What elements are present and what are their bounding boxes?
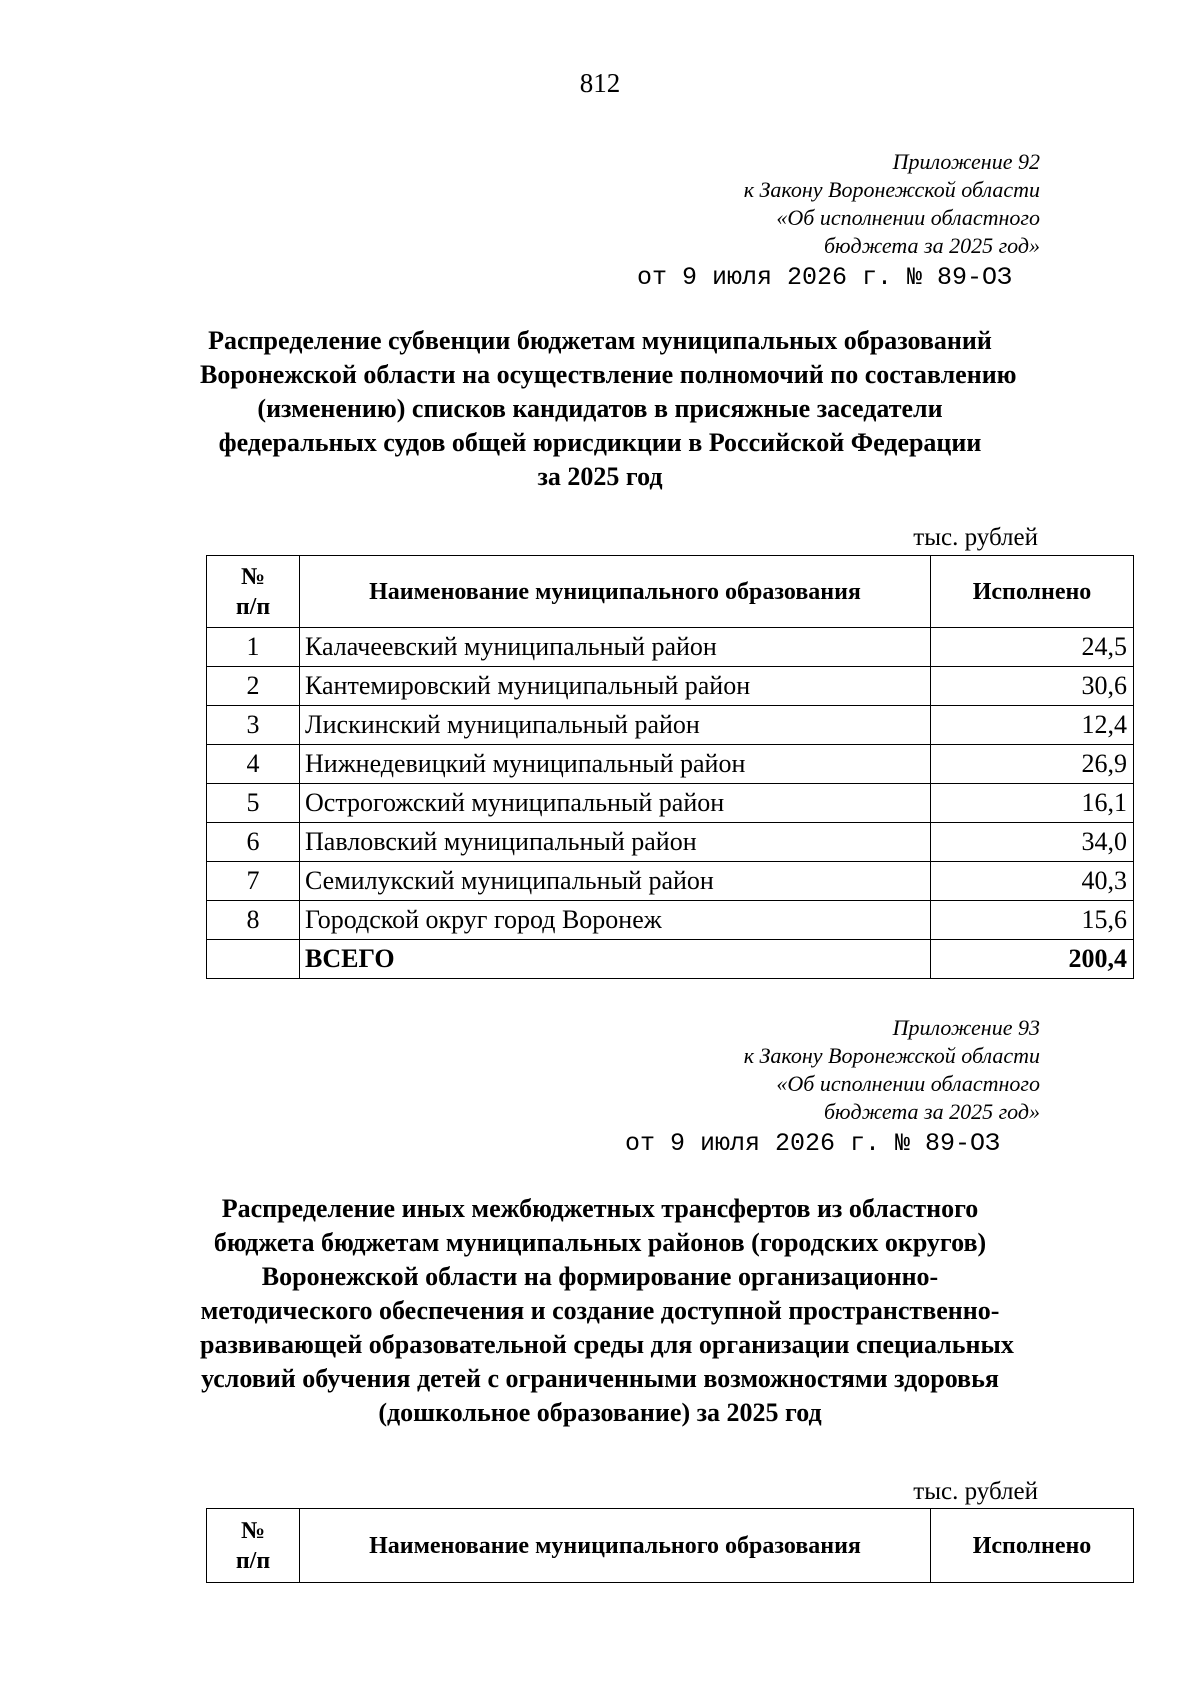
row-name: Кантемировский муниципальный район	[300, 667, 931, 706]
total-num	[207, 940, 300, 979]
total-value: 200,4	[931, 940, 1134, 979]
header-num-line-2: п/п	[235, 593, 271, 620]
header-value: Исполнено	[931, 556, 1134, 628]
row-name: Городской округ город Воронеж	[300, 901, 931, 940]
row-name: Острогожский муниципальный район	[300, 784, 931, 823]
appendix-92-line-1: Приложение 92	[892, 149, 1040, 174]
row-value: 40,3	[931, 862, 1134, 901]
row-name: Семилукский муниципальный район	[300, 862, 931, 901]
title-transfers-line-3: Воронежской области на формирование организационно-	[261, 1262, 939, 1291]
row-num: 7	[207, 862, 300, 901]
title-transfers-line-5: развивающей образовательной среды для организации специальных	[200, 1330, 1014, 1359]
table-row	[207, 628, 1134, 667]
appendix-93-line-1: Приложение 93	[892, 1015, 1040, 1040]
appendix-92-line-4: бюджета за 2025 год»	[823, 233, 1040, 258]
row-name: Нижнедевицкий муниципальный район	[300, 745, 931, 784]
appendix-93-stamp: от 9 июля 2026 г. № 89-ОЗ	[624, 1129, 1000, 1158]
row-name: Павловский муниципальный район	[300, 823, 931, 862]
page-number: 812	[579, 68, 621, 98]
title-transfers-line-1: Распределение иных межбюджетных трансфертов из областного	[221, 1194, 979, 1223]
title-subvention-line-5: за 2025 год	[537, 462, 663, 491]
appendix-92-block	[637, 148, 1040, 294]
appendix-93-line-2: к Закону Воронежской области	[743, 1043, 1040, 1068]
header-num-line-1: №	[240, 563, 266, 590]
row-value: 24,5	[931, 628, 1134, 667]
appendix-93-line-4: бюджета за 2025 год»	[823, 1099, 1040, 1124]
table-row	[207, 862, 1134, 901]
row-value: 26,9	[931, 745, 1134, 784]
title-transfers-line-4: методического обеспечения и создание доступной пространственно-	[200, 1296, 1000, 1325]
row-num: 2	[207, 667, 300, 706]
title-subvention-line-4: федеральных судов общей юрисдикции в Российской Федерации	[218, 428, 982, 457]
title-subvention-line-1: Распределение субвенции бюджетам муниципальных образований	[208, 326, 992, 355]
row-name: Лискинский муниципальный район	[300, 706, 931, 745]
appendix-93-line-3: «Об исполнении областного	[776, 1071, 1040, 1096]
row-value: 34,0	[931, 823, 1134, 862]
title-subvention-line-2: Воронежской области на осуществление полномочий по составлению	[200, 360, 1017, 389]
table-row	[207, 784, 1134, 823]
title-subvention	[200, 324, 1017, 494]
table-row	[207, 823, 1134, 862]
units-label-1: тыс. рублей	[913, 524, 1038, 551]
row-num: 6	[207, 823, 300, 862]
row-value: 30,6	[931, 667, 1134, 706]
subvention-table	[206, 555, 1134, 979]
header-name: Наименование муниципального образования	[300, 556, 931, 628]
header-num-line-2: п/п	[235, 1547, 271, 1574]
table-row	[207, 745, 1134, 784]
title-transfers	[200, 1192, 1014, 1430]
appendix-92-stamp: от 9 июля 2026 г. № 89-ОЗ	[636, 263, 1012, 292]
table-row	[207, 706, 1134, 745]
total-row	[207, 940, 1134, 979]
title-transfers-line-2: бюджета бюджетам муниципальных районов (городских округов)	[213, 1228, 987, 1257]
appendix-92-line-2: к Закону Воронежской области	[743, 177, 1040, 202]
row-num: 1	[207, 628, 300, 667]
units-label-2: тыс. рублей	[913, 1478, 1038, 1505]
total-label: ВСЕГО	[300, 940, 931, 979]
transfers-table	[206, 1508, 1134, 1583]
table-row	[207, 901, 1134, 940]
header-num	[207, 1509, 300, 1583]
header-num-line-1: №	[240, 1517, 266, 1544]
row-num: 8	[207, 901, 300, 940]
title-subvention-line-3: (изменению) списков кандидатов в присяжные заседатели	[257, 394, 943, 423]
row-num: 3	[207, 706, 300, 745]
appendix-93-block	[625, 1014, 1040, 1160]
row-name: Калачеевский муниципальный район	[300, 628, 931, 667]
row-value: 15,6	[931, 901, 1134, 940]
row-num: 4	[207, 745, 300, 784]
header-num	[207, 556, 300, 628]
title-transfers-line-6: условий обучения детей с ограниченными возможностями здоровья	[201, 1364, 999, 1393]
row-value: 16,1	[931, 784, 1134, 823]
row-num: 5	[207, 784, 300, 823]
header-value: Исполнено	[931, 1509, 1134, 1583]
table-row	[207, 667, 1134, 706]
header-name: Наименование муниципального образования	[300, 1509, 931, 1583]
appendix-92-line-3: «Об исполнении областного	[776, 205, 1040, 230]
title-transfers-line-7: (дошкольное образование) за 2025 год	[378, 1398, 822, 1427]
row-value: 12,4	[931, 706, 1134, 745]
